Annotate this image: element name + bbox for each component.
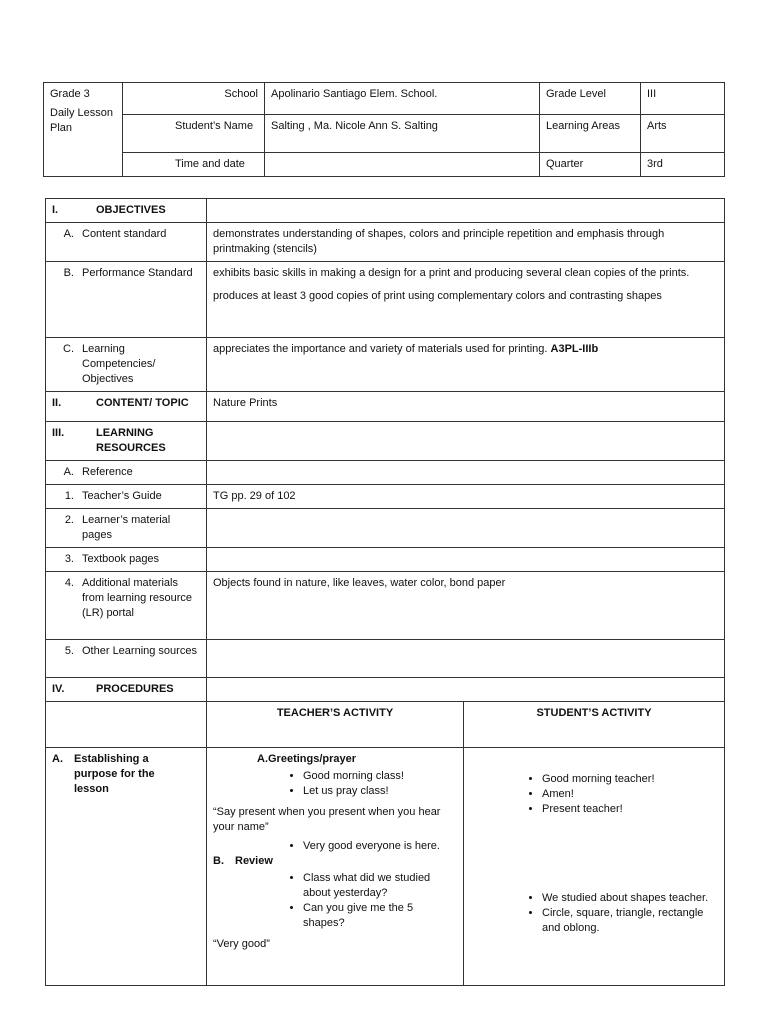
closing-text: “Very good” <box>213 938 270 950</box>
say-present-text: “Say present when you present when you hear your name” <box>213 806 441 833</box>
resource-item-num: 2. <box>64 514 74 526</box>
content-heading <box>46 392 207 422</box>
content-standard-value: demonstrates understanding of shapes, colors and principle repetition and emphasis through printmaking (stencils) <box>207 223 725 262</box>
content-title: CONTENT/ TOPIC <box>96 397 189 409</box>
performance-standard-label-cell <box>46 262 207 338</box>
learning-areas-label: Learning Areas <box>540 115 641 153</box>
step-a-cell <box>46 748 207 986</box>
learning-areas-value: Arts <box>641 115 725 153</box>
competencies-cell <box>207 338 725 392</box>
step-a-label: Establishing a purpose for the lesson <box>74 753 155 795</box>
resource-item-label: Textbook pages <box>82 553 160 565</box>
grade-plan-cell <box>44 83 123 177</box>
resource-item-value <box>207 548 725 572</box>
resource-item-label-cell <box>46 485 207 509</box>
resource-item-label-cell <box>46 572 207 640</box>
resource-item-label-cell <box>46 509 207 548</box>
resource-item-value <box>207 640 725 678</box>
resources-num: III. <box>52 427 65 439</box>
performance-standard-value-1: exhibits basic skills in making a design for a print and producing several clean copies of the prints. <box>213 267 690 279</box>
header-table <box>43 82 725 177</box>
competencies-num: C. <box>63 343 74 355</box>
list-item: • Class what did we studied about yesterday? <box>303 871 457 901</box>
student-review-list <box>470 891 718 936</box>
reference-num: A. <box>63 466 74 478</box>
resource-item-value: Objects found in nature, like leaves, water color, bond paper <box>207 572 725 640</box>
resource-item-num: 3. <box>64 553 74 565</box>
content-num: II. <box>52 397 62 409</box>
resources-heading <box>46 422 207 461</box>
review-heading <box>213 854 457 869</box>
list-item: • Present teacher! <box>542 802 718 817</box>
list-item: • Good morning class! <box>303 769 457 784</box>
resources-title: LEARNING RESOURCES <box>96 427 166 454</box>
resource-item-value: TG pp. 29 of 102 <box>207 485 725 509</box>
grade-label: Grade 3 <box>50 88 90 100</box>
student-greetings-list <box>470 772 718 817</box>
student-value: Salting , Ma. Nicole Ann S. Salting <box>265 115 540 153</box>
lesson-plan-table <box>45 198 725 986</box>
review-num: B. <box>213 855 224 867</box>
resource-item-value <box>207 509 725 548</box>
reference-label-cell <box>46 461 207 485</box>
resource-item-label-cell <box>46 548 207 572</box>
step-a-num: A. <box>52 753 63 765</box>
performance-standard-value-2: produces at least 3 good copies of print using complementary colors and contrasting shapes <box>213 290 662 302</box>
resource-item-num: 4. <box>64 577 74 589</box>
teacher-activity-header: TEACHER’S ACTIVITY <box>207 702 464 748</box>
procedures-heading <box>46 678 207 702</box>
competencies-value: appreciates the importance and variety of materials used for printing. <box>213 343 548 355</box>
quarter-value: 3rd <box>641 153 725 177</box>
resource-item-num: 5. <box>64 645 74 657</box>
competencies-code: A3PL-IIIb <box>550 343 599 355</box>
time-value <box>265 153 540 177</box>
school-value: Apolinario Santiago Elem. School. <box>265 83 540 115</box>
performance-standard-num: B. <box>63 267 74 279</box>
review-title: Review <box>235 855 273 867</box>
content-standard-num: A. <box>63 228 74 240</box>
list-item: • Amen! <box>542 787 718 802</box>
competencies-label-cell <box>46 338 207 392</box>
resource-item-num: 1. <box>64 490 74 502</box>
very-good-list <box>213 839 457 854</box>
review-list <box>213 871 457 931</box>
list-item: • Circle, square, triangle, rectangle and oblong. <box>542 906 718 936</box>
competencies-label: Learning Competencies/ Objectives <box>82 343 156 385</box>
objectives-title: OBJECTIVES <box>96 204 166 216</box>
greetings-heading: A.Greetings/prayer <box>257 753 357 765</box>
list-item: • Very good everyone is here. <box>303 839 457 854</box>
resource-item-label: Other Learning sources <box>82 645 197 657</box>
resource-item-label: Additional materials from learning resource (LR) portal <box>82 577 193 619</box>
procedures-num: IV. <box>52 683 65 695</box>
greetings-list <box>213 769 457 799</box>
list-item: • Can you give me the 5 shapes? <box>303 901 457 931</box>
list-item: • We studied about shapes teacher. <box>542 891 718 906</box>
student-label: Student’s Name <box>123 115 265 153</box>
content-standard-label: Content standard <box>82 228 167 240</box>
list-item: • Let us pray class! <box>303 784 457 799</box>
performance-standard-cell <box>207 262 725 338</box>
student-activity-cell <box>464 748 725 986</box>
content-value: Nature Prints <box>207 392 725 422</box>
procedures-title: PROCEDURES <box>96 683 174 695</box>
objectives-num: I. <box>52 204 59 216</box>
grade-level-label: Grade Level <box>540 83 641 115</box>
resource-item-label: Learner’s material pages <box>82 514 171 541</box>
student-activity-header: STUDENT’S ACTIVITY <box>464 702 725 748</box>
teacher-activity-cell <box>207 748 464 986</box>
list-item: • Good morning teacher! <box>542 772 718 787</box>
resource-item-label: Teacher’s Guide <box>82 490 162 502</box>
objectives-heading <box>46 199 207 223</box>
quarter-label: Quarter <box>540 153 641 177</box>
resource-item-label-cell <box>46 640 207 678</box>
lesson-plan-label: Daily Lesson Plan <box>50 107 113 134</box>
time-label: Time and date <box>123 153 265 177</box>
content-standard-label-cell <box>46 223 207 262</box>
reference-label: Reference <box>82 466 133 478</box>
grade-level-value: III <box>641 83 725 115</box>
performance-standard-label: Performance Standard <box>82 267 193 279</box>
school-label: School <box>123 83 265 115</box>
